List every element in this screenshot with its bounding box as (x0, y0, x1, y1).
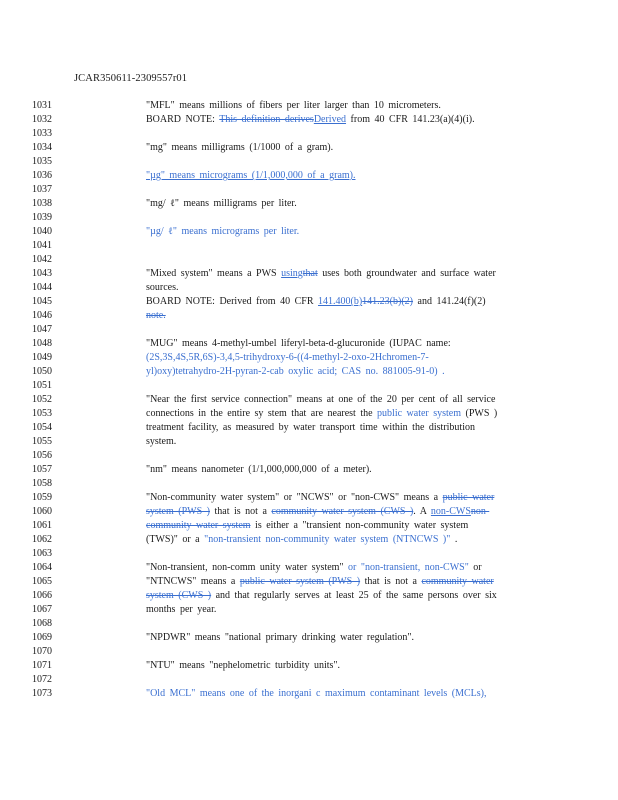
text-run: BOARD NOTE: (146, 114, 220, 125)
text-run: . A (413, 506, 431, 517)
line-number: 1064 (32, 562, 52, 573)
text-line (146, 660, 540, 672)
deleted-text: public water system (PWS ) (239, 576, 361, 587)
text-line (146, 590, 540, 602)
text-run: (PWS ) (461, 408, 498, 419)
deleted-text: public water (442, 492, 495, 503)
text-line (146, 282, 540, 294)
line-number: 1062 (32, 534, 52, 545)
text-run: "mg" means milligrams (1/1000 of a gram). (146, 142, 334, 153)
text-run: "MUG" means 4-methyl-umbel liferyl-beta-d-glucuronide (IUPAC name: (146, 338, 451, 349)
text-line (146, 534, 540, 546)
inserted-text: "µg/ ℓ" means micrograms per liter. (146, 226, 300, 237)
line-number: 1057 (32, 464, 52, 475)
text-line (146, 268, 540, 280)
text-line (146, 506, 540, 518)
text-run: "NTNCWS" means a (146, 576, 240, 587)
text-run: . (450, 534, 458, 545)
text-run: treatment facility, as measured by water transport time within the distribution (146, 422, 475, 433)
deleted-text: (CWS ) (375, 506, 414, 517)
line-number: 1049 (32, 352, 52, 363)
text-line (146, 198, 540, 210)
line-number: 1068 (32, 618, 52, 629)
deleted-text: This definition derives (219, 114, 314, 125)
line-number: 1070 (32, 646, 52, 657)
inserted-text: "Old MCL" means one of the inorgani c maximum contaminant levels (MCLs), (146, 688, 487, 699)
line-number: 1031 (32, 100, 52, 111)
text-run: and 141.24(f)(2) (413, 296, 486, 307)
inserted-text: Derived (313, 114, 347, 125)
text-run: BOARD NOTE: Derived from 40 CFR (146, 296, 318, 307)
text-run: connections in the entire sy stem that are nearest the (146, 408, 378, 419)
text-line (146, 100, 540, 112)
line-number: 1061 (32, 520, 52, 531)
text-line (146, 226, 540, 238)
text-line (146, 436, 540, 448)
text-line (146, 604, 540, 616)
text-line (146, 562, 540, 574)
line-number: 1066 (32, 590, 52, 601)
line-number: 1035 (32, 156, 52, 167)
text-line (146, 464, 540, 476)
inserted-text: non-CWS (430, 506, 471, 517)
text-run: "Mixed system" means a PWS (146, 268, 282, 279)
line-number: 1069 (32, 632, 52, 643)
text-run: is either a "transient non-community water system (250, 520, 469, 531)
line-number: 1044 (32, 282, 52, 293)
text-run: months per year. (146, 604, 217, 615)
line-number: 1046 (32, 310, 52, 321)
line-number: 1048 (32, 338, 52, 349)
text-line (146, 114, 540, 126)
text-line (146, 366, 540, 378)
line-number: 1056 (32, 450, 52, 461)
deleted-text: community water system (271, 506, 376, 517)
line-number: 1071 (32, 660, 52, 671)
text-run: sources. (146, 282, 179, 293)
line-number: 1059 (32, 492, 52, 503)
text-line (146, 632, 540, 644)
line-number: 1073 (32, 688, 52, 699)
line-number: 1051 (32, 380, 52, 391)
text-run: "NPDWR" means "national primary drinking water regulation". (146, 632, 414, 643)
deleted-text: community water (421, 576, 494, 587)
inserted-text: public water system (377, 408, 462, 419)
deleted-text: community water system (146, 520, 251, 531)
text-run: from 40 CFR 141.23(a)(4)(i). (346, 114, 475, 125)
text-line (146, 492, 540, 504)
text-run: "nm" means nanometer (1/1,000,000,000 of a meter). (146, 464, 372, 475)
line-number: 1050 (32, 366, 52, 377)
line-number: 1038 (32, 198, 52, 209)
line-number: 1053 (32, 408, 52, 419)
text-line (146, 520, 540, 532)
text-line (146, 310, 540, 322)
text-line (146, 142, 540, 154)
text-run: and that regularly serves at least 25 of the same persons over six (211, 590, 497, 601)
line-number: 1043 (32, 268, 52, 279)
inserted-text: (2S,3S,4S,5R,6S)-3,4,5-trihydroxy-6-((4-methyl-2-oxo-2Hchromen-7- (146, 352, 429, 363)
line-number: 1040 (32, 226, 52, 237)
text-run: system. (146, 436, 177, 447)
text-line (146, 408, 540, 420)
line-number: 1058 (32, 478, 52, 489)
line-number: 1036 (32, 170, 52, 181)
text-run: "MFL" means millions of fibers per liter larger than 10 micrometers. (146, 100, 441, 111)
text-run: that is not a (360, 576, 422, 587)
line-number: 1060 (32, 506, 52, 517)
text-run: "NTU" means "nephelometric turbidity units". (146, 660, 341, 671)
inserted-text: "non-transient non-community water system (NTNCWS )" (204, 534, 451, 545)
text-run: "Near the first service connection" means at one of the 20 per cent of all service (146, 394, 496, 405)
deleted-text: note. (146, 310, 166, 321)
deleted-text: system (CWS ) (146, 590, 212, 601)
deleted-text: that (302, 268, 318, 279)
text-line (146, 170, 540, 182)
text-run: "Non-community water system" or "NCWS" or "non-CWS" means a (146, 492, 443, 503)
deleted-text: non- (470, 506, 490, 517)
inserted-text: "µg" means micrograms (1/1,000,000 of a gram). (146, 170, 356, 181)
line-number: 1045 (32, 296, 52, 307)
text-run: (TWS)" or a (146, 534, 205, 545)
line-number: 1067 (32, 604, 52, 615)
text-line (146, 394, 540, 406)
text-run: that is not a (210, 506, 272, 517)
text-line (146, 338, 540, 350)
line-number: 1041 (32, 240, 52, 251)
document-id: JCAR350611-2309557r01 (74, 73, 188, 84)
text-run: uses both groundwater and surface water (317, 268, 496, 279)
text-line (146, 296, 540, 308)
text-line (146, 422, 540, 434)
line-number: 1047 (32, 324, 52, 335)
line-number: 1052 (32, 394, 52, 405)
line-number: 1063 (32, 548, 52, 559)
inserted-text: using (281, 268, 303, 279)
line-number: 1042 (32, 254, 52, 265)
text-run: or (468, 562, 482, 573)
line-number: 1065 (32, 576, 52, 587)
inserted-text: or "non-transient, non-CWS" (348, 562, 469, 573)
line-number: 1034 (32, 142, 52, 153)
line-number: 1037 (32, 184, 52, 195)
line-number: 1039 (32, 212, 52, 223)
text-line (146, 688, 540, 700)
text-run: "mg/ ℓ" means milligrams per liter. (146, 198, 297, 209)
text-line (146, 576, 540, 588)
line-number: 1033 (32, 128, 52, 139)
deleted-text: system (PWS ) (146, 506, 210, 517)
inserted-text: yl)oxy)tetrahydro-2H-pyran-2-cab oxylic acid; CAS no. 881005-91-0) . (146, 366, 445, 377)
line-number: 1072 (32, 674, 52, 685)
deleted-text: 141.23(b)(2) (362, 296, 413, 307)
line-number: 1055 (32, 436, 52, 447)
inserted-text: 141.400(b) (318, 296, 363, 307)
text-run: "Non-transient, non-comm unity water system" (146, 562, 349, 573)
line-number: 1054 (32, 422, 52, 433)
line-number: 1032 (32, 114, 52, 125)
text-line (146, 352, 540, 364)
